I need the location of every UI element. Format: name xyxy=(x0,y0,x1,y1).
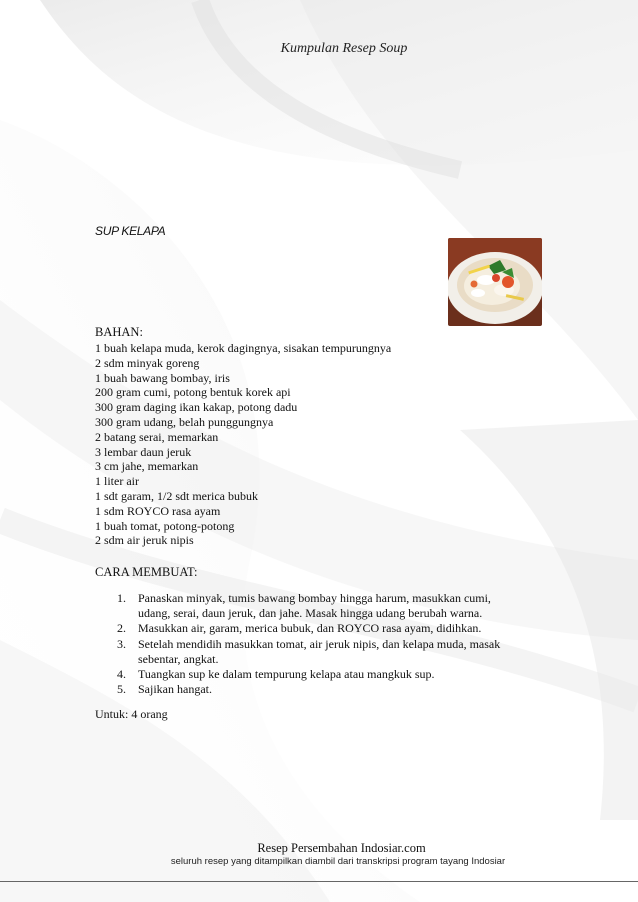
ingredient-item: 1 liter air xyxy=(95,474,139,489)
footer-note: seluruh resep yang ditampilkan diambil dari transkripsi program tayang Indosiar xyxy=(170,856,506,867)
steps-heading: CARA MEMBUAT: xyxy=(95,565,198,579)
step-number: 3. xyxy=(117,636,126,651)
step-item xyxy=(95,621,535,636)
ingredient-item: 2 sdm minyak goreng xyxy=(95,355,200,370)
step-item xyxy=(95,591,535,621)
step-text: sebentar, angkat. xyxy=(138,651,219,666)
step-number: 1. xyxy=(117,591,126,605)
step-text: Masukkan air, garam, merica bubuk, dan ROYCO rasa ayam, didihkan. xyxy=(138,621,482,636)
ingredient-item: 1 buah tomat, potong-potong xyxy=(95,518,235,533)
servings-text: Untuk: 4 orang xyxy=(95,707,168,721)
ingredient-item: 1 sdm ROYCO rasa ayam xyxy=(95,503,221,518)
footer-divider xyxy=(0,881,638,882)
step-text: Setelah mendidih masukkan tomat, air jeruk nipis, dan kelapa muda, masak xyxy=(138,636,501,651)
footer-site: Resep Persembahan Indosiar.com xyxy=(257,841,426,855)
recipe-title: SUP KELAPA xyxy=(95,224,166,238)
soup-bowl-photo xyxy=(448,238,542,326)
step-number: 4. xyxy=(117,667,126,682)
ingredients-list xyxy=(95,341,391,548)
ingredient-item: 3 lembar daun jeruk xyxy=(95,444,192,459)
step-text: Panaskan minyak, tumis bawang bombay hingga harum, masukkan cumi, xyxy=(138,591,491,605)
ingredient-item: 1 buah kelapa muda, kerok dagingnya, sisakan tempurungnya xyxy=(95,341,392,355)
step-item xyxy=(95,667,535,682)
step-item xyxy=(95,637,535,667)
step-text: Sajikan hangat. xyxy=(138,682,212,697)
step-item xyxy=(95,682,535,697)
steps-list xyxy=(95,591,535,697)
ingredient-item: 1 buah bawang bombay, iris xyxy=(95,370,230,385)
step-number: 2. xyxy=(117,621,126,636)
ingredient-item: 1 sdt garam, 1/2 sdt merica bubuk xyxy=(95,488,258,503)
ingredient-item: 2 batang serai, memarkan xyxy=(95,429,219,444)
ingredient-item: 300 gram udang, belah punggungnya xyxy=(95,414,274,429)
ingredient-item: 300 gram daging ikan kakap, potong dadu xyxy=(95,400,298,415)
ingredient-item: 2 sdm air jeruk nipis xyxy=(95,533,194,548)
ingredient-item: 200 gram cumi, potong bentuk korek api xyxy=(95,385,291,400)
ingredient-item: 3 cm jahe, memarkan xyxy=(95,459,199,474)
step-text: Tuangkan sup ke dalam tempurung kelapa atau mangkuk sup. xyxy=(138,667,435,682)
ingredients-heading: BAHAN: xyxy=(95,325,143,339)
document-header-title: Kumpulan Resep Soup xyxy=(280,41,408,56)
step-number: 5. xyxy=(117,682,126,697)
step-text: udang, serai, daun jeruk, dan jahe. Masak hingga udang berubah warna. xyxy=(138,606,483,621)
